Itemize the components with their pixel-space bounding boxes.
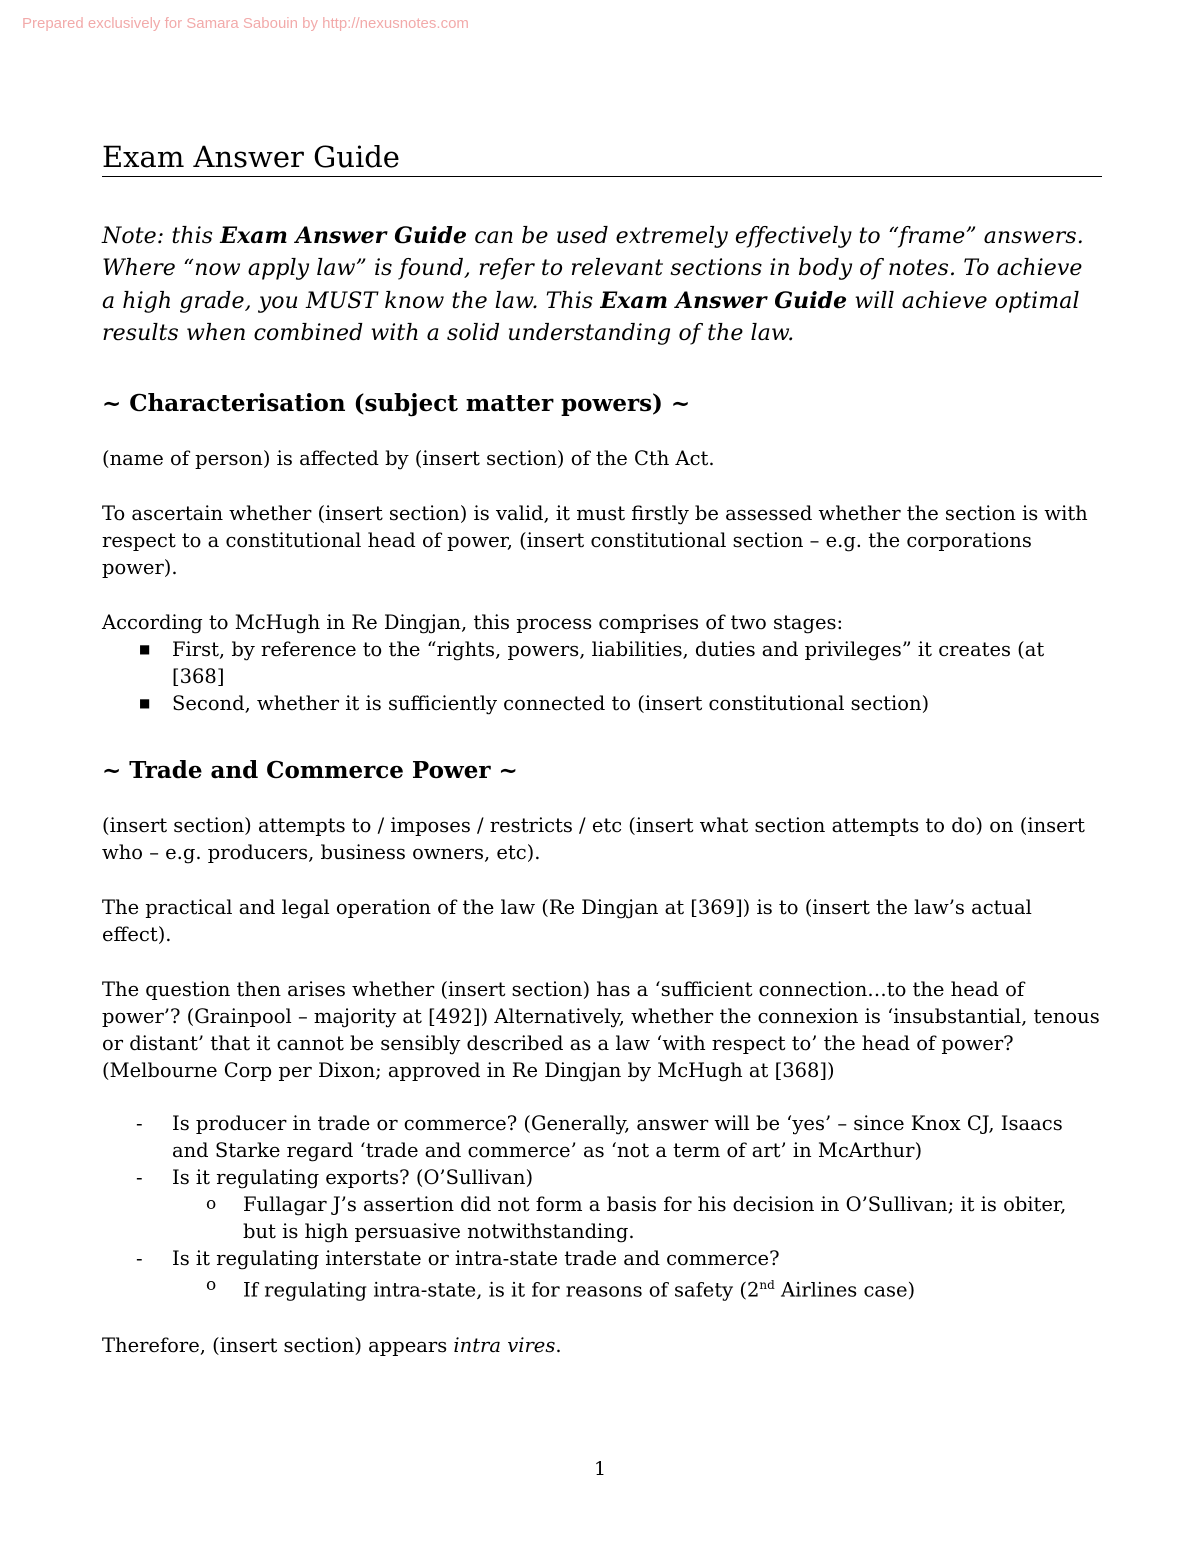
conclusion-text: Therefore, (insert section) appears xyxy=(102,1333,454,1357)
paragraph: The question then arises whether (insert section) has a ‘sufficient connection…to the head of power’? (Grainpool – majority at [492]) Alternatively, whether the connexion is ‘insubstantial, tenous or distant’ that it cannot be sensibly described as a law ‘with respect to’ the head of power? (Melbourne Corp per Dixon; approved in Re Dingjan by McHugh at [368]) xyxy=(102,978,1100,1082)
list-item xyxy=(102,1164,1102,1191)
page-content xyxy=(102,140,1102,1359)
list-item-text: If regulating intra-state, is it for reasons of safety (2 xyxy=(243,1278,760,1302)
conclusion-italic: intra vires xyxy=(453,1333,556,1357)
list-item-text: Fullagar J’s assertion did not form a basis for his decision in O’Sullivan; it is obiter, but is high persuasive notwithstanding. xyxy=(243,1193,1067,1243)
sub-list xyxy=(102,1272,1102,1304)
list-item-text: Is it regulating interstate or intra-state trade and commerce? xyxy=(172,1247,780,1270)
list-item-text: Is producer in trade or commerce? (Generally, answer will be ‘yes’ – since Knox CJ, Isaacs and Starke regard ‘trade and commerce’ as ‘not a term of art’ in McArthur) xyxy=(172,1112,1063,1162)
conclusion xyxy=(102,1332,1102,1359)
conclusion-text: . xyxy=(555,1333,562,1357)
list-item-text: First, by reference to the “rights, powers, liabilities, duties and privileges” it creates (at [368] xyxy=(172,638,1045,688)
page-title: Exam Answer Guide xyxy=(102,140,1102,177)
watermark: Prepared exclusively for Samara Sabouin by http://nexusnotes.com xyxy=(22,15,469,32)
paragraph: (insert section) attempts to / imposes / restricts / etc (insert what section attempts to do) on (insert who – e.g. producers, business owners, etc). xyxy=(102,814,1085,864)
stage-list xyxy=(102,636,1102,717)
dash-bullet-icon: - xyxy=(136,1166,143,1189)
note-text: Note: this xyxy=(102,224,221,249)
list-item xyxy=(102,1110,1102,1164)
list-item-text: Is it regulating exports? (O’Sullivan) xyxy=(172,1166,534,1189)
note-bold: Exam Answer Guide xyxy=(600,288,848,314)
trade-heading: ~ Trade and Commerce Power ~ xyxy=(102,757,518,784)
circle-bullet-icon: o xyxy=(206,1194,217,1214)
question-list xyxy=(102,1110,1102,1191)
superscript: nd xyxy=(759,1278,775,1292)
list-item-text: Airlines case) xyxy=(774,1278,916,1302)
list-item xyxy=(102,690,1102,717)
list-item xyxy=(102,636,1102,690)
square-bullet-icon: ■ xyxy=(139,696,151,710)
list-item xyxy=(102,1191,1102,1245)
sub-list xyxy=(102,1191,1102,1245)
page-number: 1 xyxy=(593,1458,607,1480)
list-item xyxy=(102,1272,1102,1304)
characterisation-heading: ~ Characterisation (subject matter powers) ~ xyxy=(102,390,691,417)
note-text: can be used extremely effectively to “frame” answers. Where “now apply law” is found, refer to relevant sections in body of notes. To achieve a high grade, you MUST know the law. This xyxy=(102,224,1084,314)
note-bold: Exam Answer Guide xyxy=(220,223,468,249)
paragraph: To ascertain whether (insert section) is valid, it must firstly be assessed whether the section is with respect to a constitutional head of power, (insert constitutional section – e.g. the corporations power). xyxy=(102,502,1088,579)
dash-bullet-icon: - xyxy=(136,1112,143,1135)
note-text: will achieve optimal results when combined with a solid understanding of the law. xyxy=(102,289,1080,346)
list-item xyxy=(102,1245,1102,1272)
square-bullet-icon: ■ xyxy=(139,642,151,656)
paragraph: The practical and legal operation of the law (Re Dingjan at [369]) is to (insert the law’s actual effect). xyxy=(102,896,1032,946)
list-item-text: Second, whether it is sufficiently connected to (insert constitutional section) xyxy=(172,692,930,715)
intro-note xyxy=(102,220,1102,350)
circle-bullet-icon: o xyxy=(206,1275,217,1295)
question-list xyxy=(102,1245,1102,1272)
paragraph: According to McHugh in Re Dingjan, this process comprises of two stages: xyxy=(102,611,844,634)
paragraph: (name of person) is affected by (insert section) of the Cth Act. xyxy=(102,447,715,470)
dash-bullet-icon: - xyxy=(136,1247,143,1270)
